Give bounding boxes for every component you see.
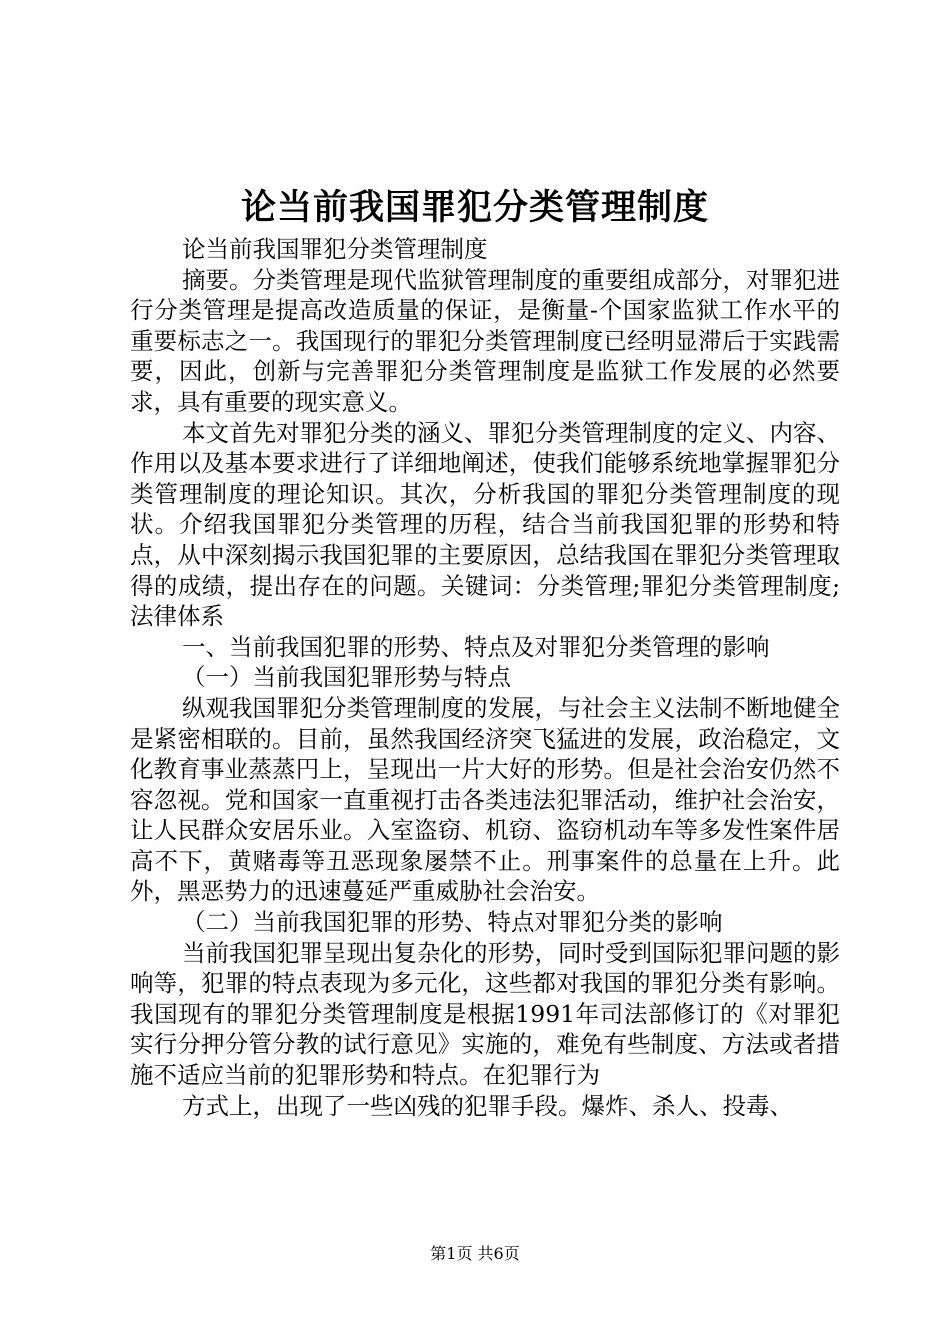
- page-number-footer: 第1页 共6页: [430, 1244, 520, 1263]
- subsection-heading-1: （一）当前我国犯罪形势与特点: [182, 663, 511, 692]
- document-title: 论当前我国罪犯分类管理制度: [240, 187, 709, 228]
- paragraph-crime-methods: 方式上，出现了一些凶残的犯罪手段。爆炸、杀人、投毒、: [182, 1091, 793, 1120]
- paragraph-crime-situation: 纵观我国罪犯分类管理制度的发展，与社会主义法制不断地健全是紧密相联的。目前，虽然我国经济突飞猛进的发展，政治稳定，文化教育事业蒸蒸円上，呈现出一片大好的形势。但是社会治安仍然不容忽视。党和国家一直重视打击各类违法犯罪活动，维护社会治安，让人民群众安居乐业。入室盗窃、机窃、盗窃机动车等多发性案件居高不下，黄赌毒等丑恶现象屡禁不止。刑事案件的总量在上升。此外，黑恶势力的迅速蔓延严重威胁社会治安。: [130, 693, 840, 906]
- paragraph-abstract: 摘要。分类管理是现代监狱管理制度的重要组成部分，对罪犯进行分类管理是提高改造质量的保证，是衡量-个国家监狱工作水平的重要标志之一。我国现行的罪犯分类管理制度已经明显滞后于实践需要，因此，创新与完善罪犯分类管理制度是监狱工作发展的必然要求，具有重要的现实意义。: [130, 265, 840, 416]
- paragraph-crime-impact: 当前我国犯罪呈现出复杂化的形势，同时受到国际犯罪问题的影响等，犯罪的特点表现为多元化，这些都对我国的罪犯分类有影响。我国现有的罪犯分类管理制度是根据1991年司法部修订的《对罪犯实行分押分管分教的试行意见》实施的，难免有些制度、方法或者措施不适应当前的犯罪形势和特点。在犯罪行为: [130, 938, 840, 1090]
- section-heading-1: 一、当前我国犯罪的形势、特点及对罪犯分类管理的影响: [182, 632, 770, 661]
- subsection-heading-2: （二）当前我国犯罪的形势、特点对罪犯分类的影响: [182, 908, 723, 937]
- paragraph-overview: 本文首先对罪犯分类的涵义、罪犯分类管理制度的定义、内容、作用以及基本要求进行了详细地阐述，使我们能够系统地掌握罪犯分类管理制度的理论知识。其次，分析我国的罪犯分类管理制度的现状。介绍我国罪犯分类管理的历程，结合当前我国犯罪的形势和特点，从中深刻揭示我国犯罪的主要原因，总结我国在罪犯分类管理取得的成绩，提出存在的问题。关键词：分类管理;罪犯分类管理制度;法律体系: [130, 418, 840, 631]
- paragraph-subtitle: 论当前我国罪犯分类管理制度: [182, 235, 488, 263]
- document-body: [130, 234, 840, 1121]
